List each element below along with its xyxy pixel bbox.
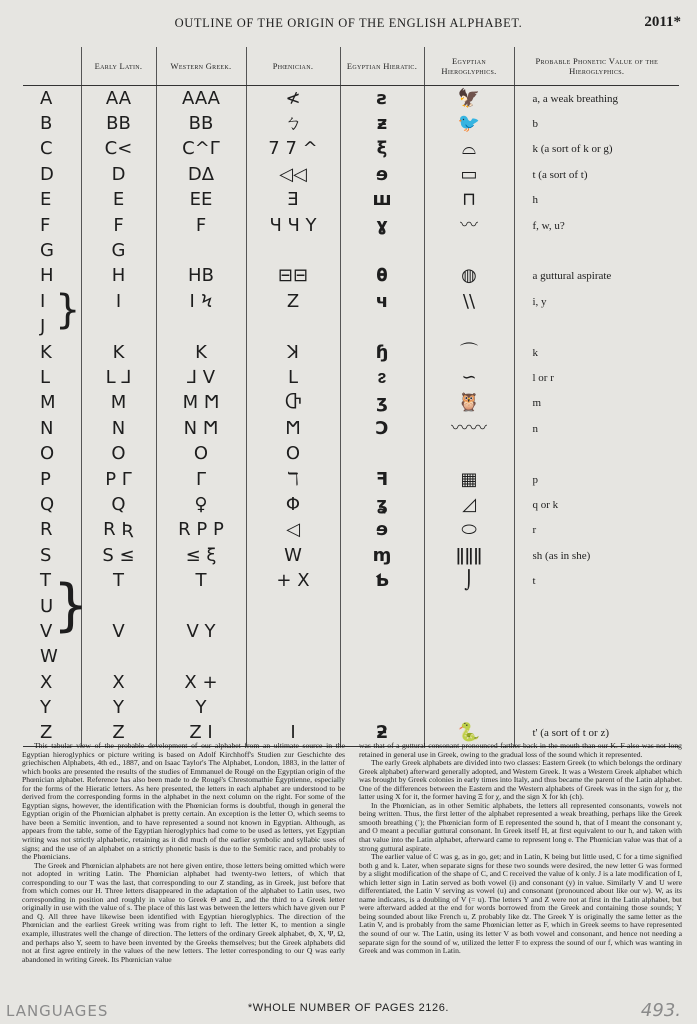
- early-latin-form: Q: [81, 492, 156, 517]
- phoenician-form: [246, 315, 340, 340]
- phoenician-form: ◁: [246, 518, 340, 543]
- western-greek-form: BB: [156, 111, 246, 136]
- phoenician-form: [246, 695, 340, 720]
- hieratic-form: Ɔ: [340, 416, 424, 441]
- hieratic-form: [340, 695, 424, 720]
- early-latin-form: M: [81, 391, 156, 416]
- western-greek-form: X +: [156, 670, 246, 695]
- hieratic-form: [340, 238, 424, 263]
- phonetic-value: [514, 594, 679, 619]
- hieratic-form: ƨ: [340, 86, 424, 112]
- hieratic-form: [340, 594, 424, 619]
- hieroglyph-form: ◍: [424, 264, 514, 289]
- early-latin-form: T: [81, 568, 156, 593]
- hieroglyph-form: [424, 695, 514, 720]
- col-header-western-greek: Western Greek.: [156, 47, 246, 86]
- western-greek-form: EE: [156, 188, 246, 213]
- english-letter: K: [40, 341, 52, 363]
- phonetic-value: k (a sort of k or g): [514, 137, 679, 162]
- table-row: [23, 111, 679, 136]
- phoenician-form: Ǝ: [246, 188, 340, 213]
- phonetic-value: [514, 670, 679, 695]
- hieroglyph-form: 🦅: [424, 86, 514, 112]
- phoenician-form: Ⴇ: [246, 391, 340, 416]
- col-header-phonetic-value: Probable Phonetic Value of the Hieroglyphics.: [514, 47, 679, 86]
- hieratic-form: ч: [340, 289, 424, 314]
- table-header-row: [23, 47, 679, 86]
- western-greek-form: C^Γ: [156, 137, 246, 162]
- western-greek-form: T: [156, 568, 246, 593]
- western-greek-form: ♀: [156, 492, 246, 517]
- table-row: [23, 162, 679, 187]
- early-latin-form: [81, 645, 156, 670]
- western-greek-form: Γ: [156, 467, 246, 492]
- hieroglyph-form: 🐦: [424, 111, 514, 136]
- table-row: [23, 137, 679, 162]
- phoenician-form: + X: [246, 568, 340, 593]
- early-latin-form: I: [81, 289, 156, 314]
- english-letter: Y: [40, 697, 51, 719]
- paragraph: was that of a guttural consonant pronounced farther back in the mouth than our K. F also was not long retained in general use in Greek, owing to the gradual loss of the sound which it represented.: [359, 742, 682, 759]
- table-row: [23, 264, 679, 289]
- table-row: [23, 416, 679, 441]
- phoenician-form: Z: [246, 289, 340, 314]
- western-greek-form: K: [156, 340, 246, 365]
- table-row: [23, 238, 679, 263]
- phoenician-form: [246, 238, 340, 263]
- phonetic-value: [514, 238, 679, 263]
- early-latin-form: X: [81, 670, 156, 695]
- hieroglyph-form: 〰: [424, 213, 514, 238]
- english-letter: V: [40, 620, 53, 642]
- western-greek-form: HB: [156, 264, 246, 289]
- early-latin-form: V: [81, 619, 156, 644]
- early-latin-form: F: [81, 213, 156, 238]
- western-greek-form: F: [156, 213, 246, 238]
- col-header-phoenician: Phœnician.: [246, 47, 340, 86]
- phonetic-value: t' (a sort of t or z): [514, 721, 679, 747]
- phonetic-value: l or r: [514, 365, 679, 390]
- hieroglyph-form: ǁǁǁ: [424, 543, 514, 568]
- page-header: [0, 12, 697, 36]
- hieratic-form: ƶ: [340, 111, 424, 136]
- hieratic-form: ꟻ: [340, 467, 424, 492]
- alphabet-table: [23, 47, 679, 747]
- english-letter: A: [40, 87, 53, 109]
- english-letter: M: [40, 392, 56, 414]
- phoenician-form: ≮: [246, 86, 340, 112]
- english-letter: B: [40, 113, 53, 135]
- early-latin-form: Y: [81, 695, 156, 720]
- english-letter: P: [40, 468, 51, 490]
- phoenician-form: Φ: [246, 492, 340, 517]
- early-latin-form: N: [81, 416, 156, 441]
- phonetic-value: p: [514, 467, 679, 492]
- hieratic-form: Ƅ: [340, 568, 424, 593]
- hieratic-form: ƻ: [340, 721, 424, 747]
- phonetic-value: [514, 645, 679, 670]
- early-latin-form: P Γ: [81, 467, 156, 492]
- english-letter: X: [40, 671, 53, 693]
- hieroglyph-form: [424, 315, 514, 340]
- phonetic-value: r: [514, 518, 679, 543]
- text-column-right: [359, 742, 682, 997]
- bracket-uvw: }: [53, 573, 89, 638]
- table-row: [23, 213, 679, 238]
- hieratic-form: ш: [340, 188, 424, 213]
- phonetic-value: [514, 619, 679, 644]
- hieroglyph-form: ⌓: [424, 137, 514, 162]
- english-letter: O: [40, 443, 55, 465]
- hieroglyph-form: [424, 441, 514, 466]
- hieroglyph-form: ⊓: [424, 188, 514, 213]
- english-letter: D: [40, 163, 54, 185]
- table-row: [23, 568, 679, 593]
- hieratic-form: [340, 670, 424, 695]
- table-row: [23, 467, 679, 492]
- table-row: [23, 315, 679, 340]
- table-row: [23, 492, 679, 517]
- english-letter: R: [40, 519, 53, 541]
- phonetic-value: f, w, u?: [514, 213, 679, 238]
- hieroglyph-form: [424, 619, 514, 644]
- english-letter: N: [40, 417, 54, 439]
- phoenician-form: ⊟⊟: [246, 264, 340, 289]
- english-letter: U: [40, 595, 54, 617]
- hieratic-form: ξ: [340, 137, 424, 162]
- hieroglyph-form: [424, 238, 514, 263]
- english-letter: W: [40, 646, 58, 668]
- hieroglyph-form: ▦: [424, 467, 514, 492]
- hieroglyph-form: ◿: [424, 492, 514, 517]
- table-row: [23, 391, 679, 416]
- english-letter: L: [40, 366, 51, 388]
- western-greek-form: I Ϟ: [156, 289, 246, 314]
- hieratic-form: [340, 315, 424, 340]
- phoenician-form: [246, 645, 340, 670]
- phonetic-value: b: [514, 111, 679, 136]
- footer-note: *WHOLE NUMBER OF PAGES 2126.: [247, 1002, 450, 1014]
- western-greek-form: ⅃ V: [156, 365, 246, 390]
- western-greek-form: Y: [156, 695, 246, 720]
- hieroglyph-form: ⌒: [424, 340, 514, 365]
- hieratic-form: ᴤ: [340, 365, 424, 390]
- phonetic-value: m: [514, 391, 679, 416]
- early-latin-form: R Ʀ: [81, 518, 156, 543]
- english-letter: I: [40, 290, 46, 312]
- phonetic-value: k: [514, 340, 679, 365]
- table-row: [23, 365, 679, 390]
- hieratic-form: [340, 441, 424, 466]
- col-header-early-latin: Early Latin.: [81, 47, 156, 86]
- western-greek-form: AAA: [156, 86, 246, 112]
- table-row: [23, 670, 679, 695]
- paragraph: In the Phœnician, as in other Semitic alphabets, the letters all represented consonants, vowels not being written. Thus, the first letter of the alphabet represented a weak breathing, perhaps like the Greek smooth breathing (᾿); the Phœnician form of E represented the sound h, that of I meant the consonant y, and O meant a peculiar guttural consonant. In Greek itself H, at first equivalent to our h, and taken with that value into the Latin alphabet, afterward came to represent long e. The Phœnician value was that of a strong guttural aspirate.: [359, 800, 682, 853]
- phoenician-form: I: [246, 721, 340, 747]
- phoenician-form: O: [246, 441, 340, 466]
- early-latin-form: L ⅃: [81, 365, 156, 390]
- early-latin-form: C<: [81, 137, 156, 162]
- table-row: [23, 289, 679, 314]
- hieratic-form: [340, 645, 424, 670]
- english-letter: F: [40, 214, 51, 236]
- table-row: [23, 340, 679, 365]
- early-latin-form: Z: [81, 721, 156, 747]
- phonetic-value: h: [514, 188, 679, 213]
- western-greek-form: [156, 315, 246, 340]
- phonetic-value: n: [514, 416, 679, 441]
- hieratic-form: [340, 619, 424, 644]
- western-greek-form: [156, 645, 246, 670]
- early-latin-form: [81, 594, 156, 619]
- phoenician-form: Ϻ: [246, 416, 340, 441]
- western-greek-form: O: [156, 441, 246, 466]
- phoenician-form: Ч Ч Y: [246, 213, 340, 238]
- english-letter: Z: [23, 721, 81, 747]
- hieroglyph-form: ⌡: [424, 568, 514, 593]
- table-row: [23, 518, 679, 543]
- text-column-left: [22, 742, 345, 997]
- hieratic-form: ɘ: [340, 518, 424, 543]
- early-latin-form: K: [81, 340, 156, 365]
- handwritten-languages-label: LANGUAGES: [6, 1002, 109, 1020]
- western-greek-form: M Ϻ: [156, 391, 246, 416]
- hieratic-form: ɧ: [340, 340, 424, 365]
- phoenician-form: ꓘ: [246, 340, 340, 365]
- phoenician-form: 7 7 ^: [246, 137, 340, 162]
- early-latin-form: D: [81, 162, 156, 187]
- table-row: [23, 645, 679, 670]
- early-latin-form: S ≤: [81, 543, 156, 568]
- phoenician-form: ㄅ: [246, 111, 340, 136]
- bracket-ij: }: [55, 287, 81, 333]
- table-row: [23, 594, 679, 619]
- hieratic-form: ʒ: [340, 391, 424, 416]
- explanatory-text: [22, 742, 682, 997]
- table-row: [23, 695, 679, 720]
- phoenician-form: [246, 619, 340, 644]
- phoenician-form: ◁◁: [246, 162, 340, 187]
- phonetic-value: [514, 695, 679, 720]
- hieratic-form: 𝛉: [340, 264, 424, 289]
- hieratic-form: ɣ: [340, 213, 424, 238]
- paragraph: The earlier value of C was g, as in go, get; and in Latin, K being but little used, C for a time signified both g and k. Later, when separate signs for these two sounds were desired, the new letter G was formed by a slight modification of the shape of C, and C received the value of k only. J is a late modification of I, which letter sign in Latin served as both vowel (i) and consonant (y) in value. Similarly V and U were differentiated, the Latin V serving as vowel (u) and consonant (pronounced about like our w). W, as its name indicates, is a doubling of V (= u). The letters Y and Z were not at first in the Latin alphabet, but were afterward added at the end for words borrowed from the Greek and containing those sounds; Y being sounded about like French u, Z probably like dz. The Greek Y is originally the same letter as the Latin V, and is probably from the same Phœnician letter as F, which in Greek seems to have represented the sound of our w. The Latin, using its letter V as both vowel and consonant, and hence not needing a separate sign for the sound of w, utilized the letter F to express the sound of our f, which was wanting in Greek and was common in Latin.: [359, 852, 682, 956]
- western-greek-form: ≤ ξ: [156, 543, 246, 568]
- hieroglyph-form: [424, 670, 514, 695]
- western-greek-form: DΔ: [156, 162, 246, 187]
- hieratic-form: ʓ: [340, 492, 424, 517]
- western-greek-form: N Ϻ: [156, 416, 246, 441]
- early-latin-form: E: [81, 188, 156, 213]
- hieroglyph-form: [424, 594, 514, 619]
- hieroglyph-form: ∽: [424, 365, 514, 390]
- phonetic-value: t: [514, 568, 679, 593]
- early-latin-form: H: [81, 264, 156, 289]
- western-greek-form: R P P: [156, 518, 246, 543]
- phonetic-value: q or k: [514, 492, 679, 517]
- table-row: [23, 619, 679, 644]
- phonetic-value: a guttural aspirate: [514, 264, 679, 289]
- hieroglyph-form: 🐍: [424, 721, 514, 747]
- english-letter: J: [40, 316, 46, 338]
- table-row: [23, 441, 679, 466]
- phonetic-value: t (a sort of t): [514, 162, 679, 187]
- paragraph: The early Greek alphabets are divided into two classes: Eastern Greek (to which belongs the ordinary Greek alphabet) afterward generally adopted, and Western Greek. It was a Western Greek alphabet which was brought by Greek colonies in early times into Italy, and thus became the parent of the Latin alphabet. One of the differences between the Eastern and the Western alphabets of Greek was in the sign for χ, the latter using X for it, the former having Ξ for χ, and the sign X for kh (ch).: [359, 758, 682, 802]
- page-title: OUTLINE OF THE ORIGIN OF THE ENGLISH ALPHABET.: [174, 16, 523, 30]
- english-letter: G: [40, 240, 54, 262]
- page-number: 2011*: [644, 14, 681, 30]
- early-latin-form: G: [81, 238, 156, 263]
- english-letter: Q: [40, 493, 55, 515]
- english-letter: C: [40, 138, 53, 160]
- table-row: [23, 86, 679, 112]
- hieroglyph-form: ▭: [424, 162, 514, 187]
- table-row: [23, 188, 679, 213]
- phonetic-value: a, a weak breathing: [514, 86, 679, 112]
- early-latin-form: [81, 315, 156, 340]
- paragraph: The Greek and Phœnician alphabets are not here given entire, those letters being omitted which were not adopted in writing Latin. The Phœnician alphabet had twenty-two letters, of which that corresponding to our T was the last, that corresponding to our Z standing, as in Greek, just before that from which comes our H. Three letters disappeared in the adaptation of the alphabet to Latin uses, two corresponding in position and roughly in value to Greek Θ and Ξ, and the third to a Greek letter originally in use with the value of s. The place of this last was between the letters which have given our P and Q. All three have likewise been identified with Egyptian hieroglyphics. The direction of the Phœnician and the earliest Greek writing was from right to left. The letter K, to mention a single example, illustrates well the change of direction. The letters of the ordinary Greek alphabet, Φ, X, Ψ, Ω, and perhaps also Y, seem to have been invented by the Greeks themselves; but the Greek alphabets did not at first agree entirely in the values of the new letters. The letter corresponding to our Q was early abandoned in writing Greek. Its Phœnician value: [22, 860, 345, 964]
- phoenician-form: L: [246, 365, 340, 390]
- western-greek-form: Z I: [156, 721, 246, 747]
- table-row: [23, 543, 679, 568]
- early-latin-form: AA: [81, 86, 156, 112]
- early-latin-form: O: [81, 441, 156, 466]
- phoenician-form: ℸ: [246, 467, 340, 492]
- hieroglyph-form: 🦉: [424, 391, 514, 416]
- phoenician-form: W: [246, 543, 340, 568]
- western-greek-form: V Y: [156, 619, 246, 644]
- hieroglyph-form: [424, 645, 514, 670]
- early-latin-form: BB: [81, 111, 156, 136]
- english-letter: S: [40, 544, 52, 566]
- col-header-egyptian-hieroglyphics: Egyptian Hieroglyphics.: [424, 47, 514, 86]
- phoenician-form: [246, 594, 340, 619]
- hieratic-form: ɱ: [340, 543, 424, 568]
- english-letter: E: [40, 189, 52, 211]
- phonetic-value: i, y: [514, 289, 679, 314]
- handwritten-page-number: 493.: [640, 1000, 681, 1021]
- phonetic-value: sh (as in she): [514, 543, 679, 568]
- hieroglyph-form: 〰〰: [424, 416, 514, 441]
- western-greek-form: [156, 238, 246, 263]
- hieroglyph-form: \\: [424, 289, 514, 314]
- english-letter: T: [40, 570, 51, 592]
- western-greek-form: [156, 594, 246, 619]
- english-letter: H: [40, 265, 54, 287]
- phonetic-value: [514, 441, 679, 466]
- hieratic-form: ɘ: [340, 162, 424, 187]
- paragraph: This tabular view of the probable development of our alphabet from an ultimate source in the Egyptian hieroglyphics or picture writing is based on Adolf Kirchhoff's Studien zur Geschichte des griechischen Alphabets, 4th ed., 1887, and on Isaac Taylor's The Alphabet, London, 1883, in the latter of which books are presented the results of the studies of Emmanuel de Rougé on the Egyptian origin of the Phœnician alphabet. Reference has also been made to de Rougé's Chrestomathie Égyptienne, especially for the forms of the Hieratic letters. As here presented, the letters in each alphabet are understood to be derived from the corresponding forms in the alphabet in the next column on the right. For some of the Egyptian signs, however, the identification with the Phœnician forms is doubtful, though in general the Egyptian origin of the Phœnician alphabet is pretty certain. An exception is the letter O, which seems to have been a Semitic invention, and to have represented a sound not known in Egyptian. Although, as appears from the table, some of the Egyptian hieroglyphics had come to be used as letters, yet Egyptian writing was not strictly alphabetic, retaining as it did much of the earlier symbolic and syllabic uses of signs; and the use of an alphabet on a strictly phonetic basis is due to the Semitic race, and probably to the Phœnicians.: [22, 742, 345, 862]
- phoenician-form: [246, 670, 340, 695]
- col-header-english: [23, 47, 81, 86]
- phonetic-value: [514, 315, 679, 340]
- hieroglyph-form: ⬭: [424, 518, 514, 543]
- col-header-egyptian-hieratic: Egyptian Hieratic.: [340, 47, 424, 86]
